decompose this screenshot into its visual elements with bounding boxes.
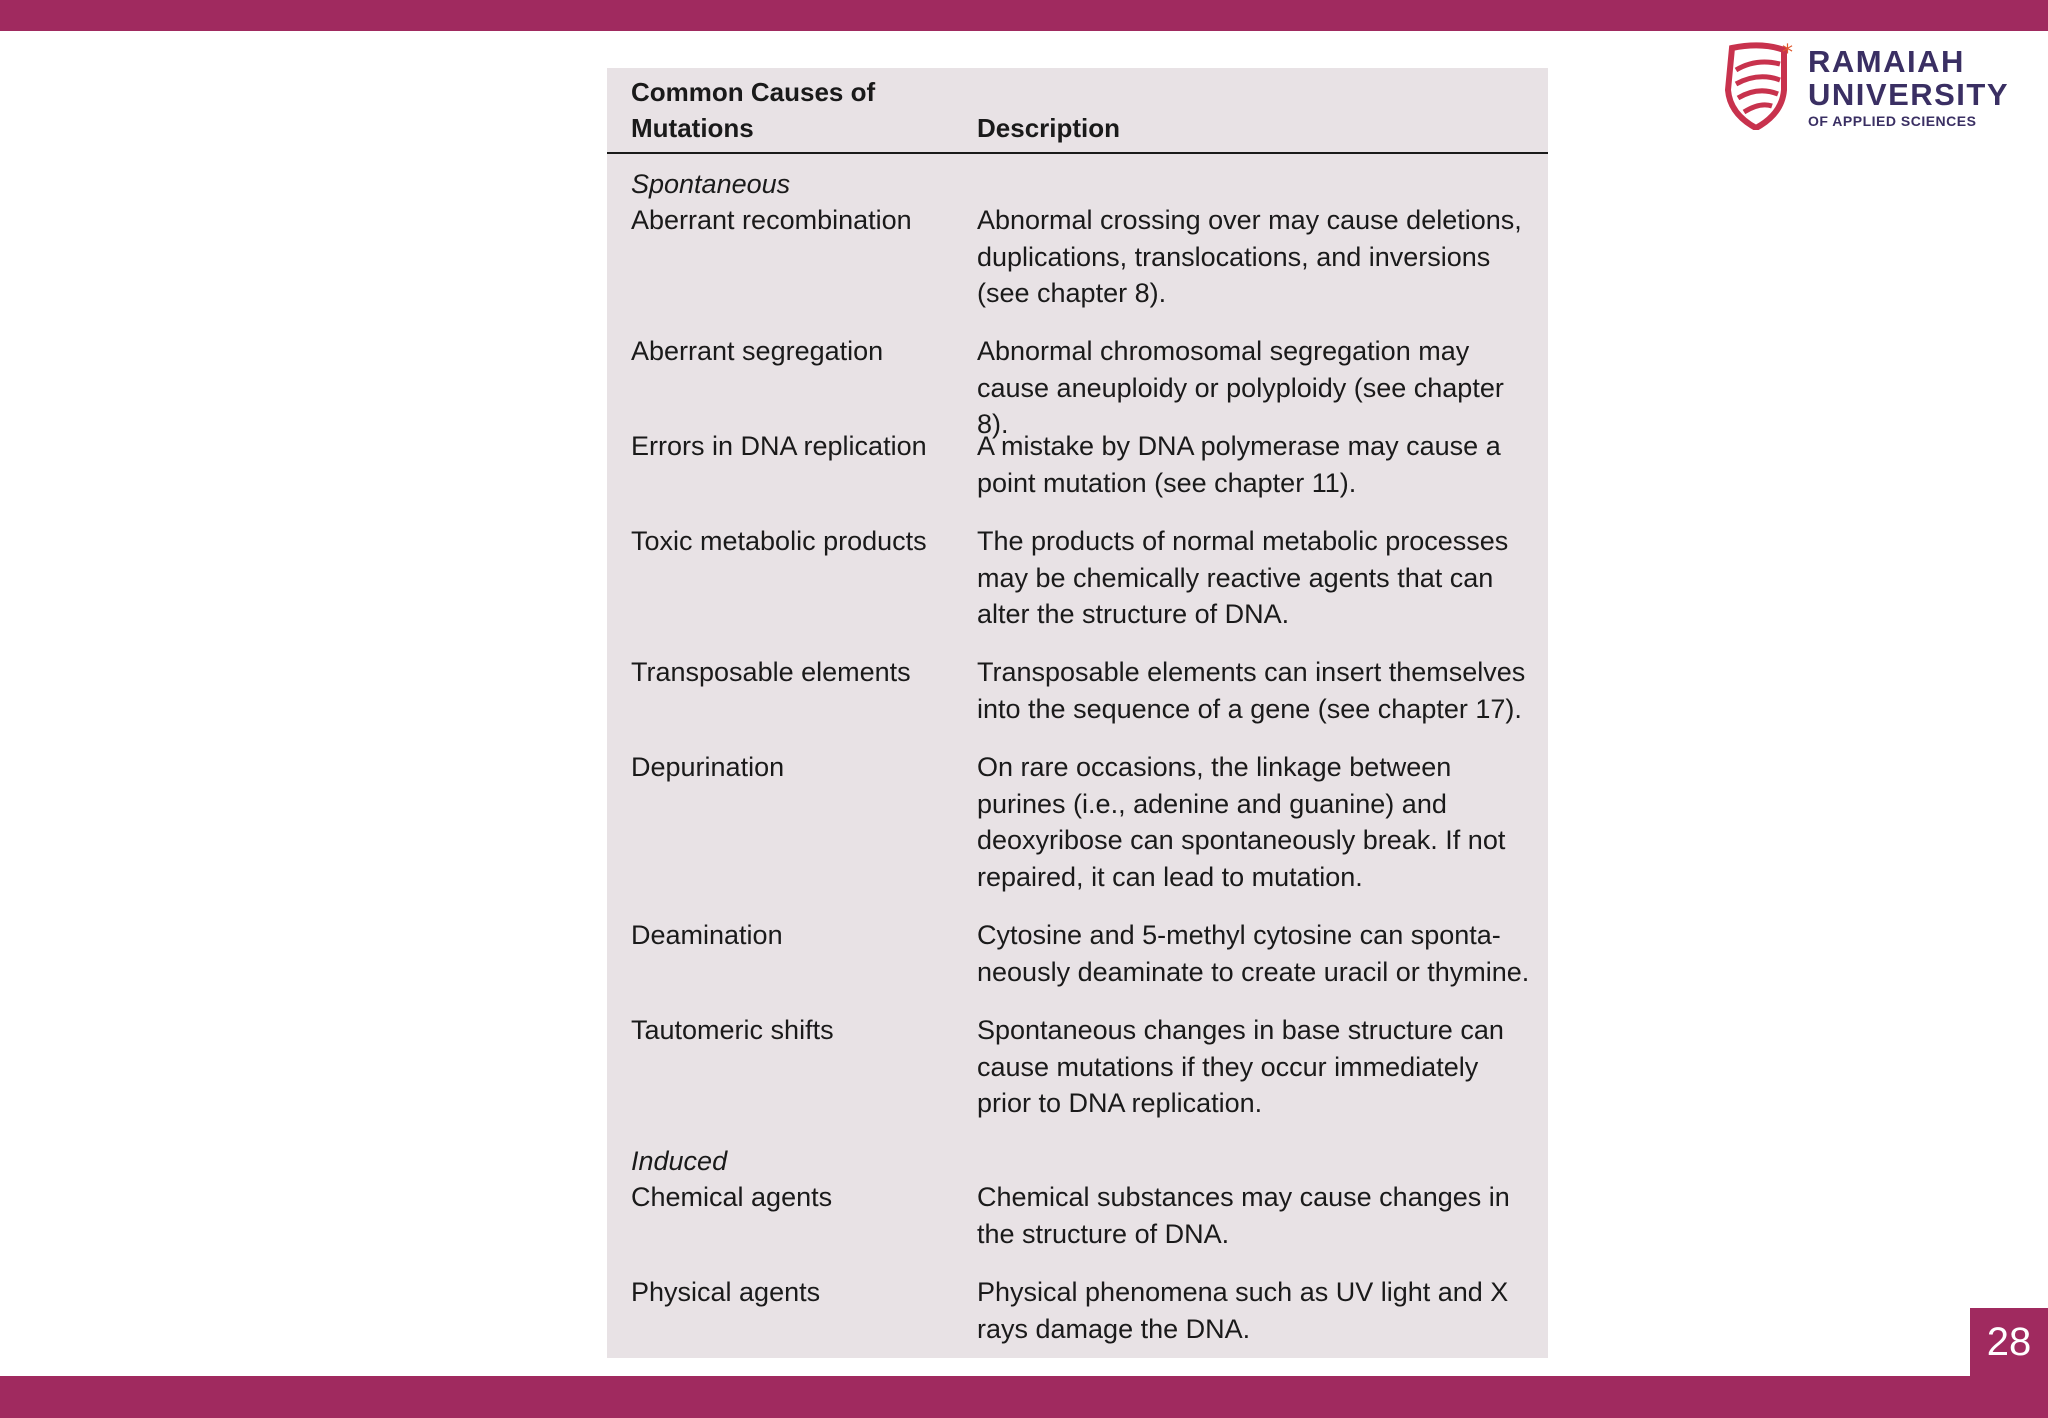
row-cause: Aberrant recombination	[631, 205, 912, 235]
top-accent-bar	[0, 0, 2048, 31]
row-description: Physical phenomena such as UV light and X rays damage the DNA.	[977, 1277, 1509, 1344]
logo-line-applied-sciences: OF APPLIED SCIENCES	[1808, 113, 1977, 129]
row-description: Chemical substances may cause changes in the structure of DNA.	[977, 1182, 1510, 1249]
row-description: Transposable elements can insert themselves into the sequence of a gene (see chapter 17).	[977, 657, 1526, 724]
row-description: Spontaneous changes in base structure can cause mutations if they occur immediately prior to DNA replication.	[977, 1015, 1504, 1118]
mutation-causes-table	[607, 68, 1548, 1358]
page-number: 28	[1970, 1308, 2048, 1376]
row-cause: Physical agents	[631, 1277, 821, 1307]
row-cause: Toxic metabolic products	[631, 526, 927, 556]
row-cause: Chemical agents	[631, 1182, 833, 1212]
logo-line-ramaiah: RAMAIAH	[1808, 44, 1965, 79]
table-header	[607, 68, 1548, 154]
row-cause: Transposable elements	[631, 657, 911, 687]
svg-text:*: *	[1782, 41, 1793, 66]
bottom-accent-bar	[0, 1376, 2048, 1418]
row-cause: Tautomeric shifts	[631, 1015, 834, 1045]
header-description: Description	[977, 113, 1121, 143]
group-label-induced: Induced	[631, 1146, 728, 1176]
row-cause: Deamination	[631, 920, 783, 950]
header-cause: Common Causes of Mutations	[631, 77, 876, 143]
university-logo	[1722, 40, 2022, 132]
row-description: Abnormal crossing over may cause deletions, duplications, translocations, and inversions (see chapter 8).	[977, 205, 1522, 308]
logo-line-university: UNIVERSITY	[1808, 77, 2010, 112]
row-description: A mistake by DNA polymerase may cause a point mutation (see chapter 11).	[977, 431, 1501, 498]
row-description: The products of normal metabolic processes may be chemically reactive agents that can alter the structure of DNA.	[977, 526, 1509, 629]
row-description: Cytosine and 5-methyl cytosine can sponta-neously deaminate to create uracil or thymine.	[977, 920, 1530, 987]
row-cause: Depurination	[631, 752, 785, 782]
row-cause: Errors in DNA replication	[631, 431, 927, 461]
row-description: On rare occasions, the linkage between purines (i.e., adenine and guanine) and deoxyribose can spontaneously break. If not repaired, it can lead to mutation.	[977, 752, 1506, 892]
row-cause: Aberrant segregation	[631, 336, 884, 366]
row-description: Abnormal chromosomal segregation may cause aneuploidy or polyploidy (see chapter 8).	[977, 336, 1504, 439]
ramaiah-shield-logo-icon	[1722, 40, 1800, 130]
group-label-spontaneous: Spontaneous	[631, 169, 791, 199]
